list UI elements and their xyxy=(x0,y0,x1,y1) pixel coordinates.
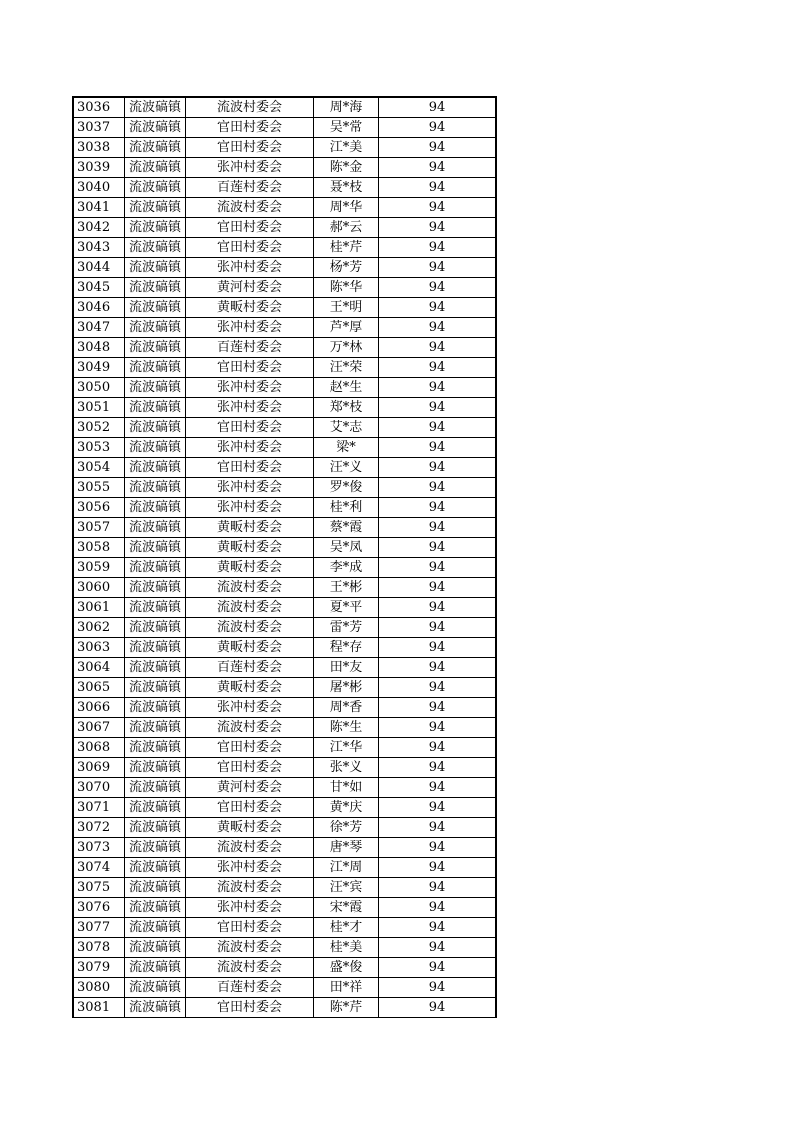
town-cell: 流波碻镇 xyxy=(125,138,186,158)
row-number-cell: 3079 xyxy=(73,958,125,978)
table-row xyxy=(73,238,496,258)
town-cell: 流波碻镇 xyxy=(125,518,186,538)
person-name-cell: 田*祥 xyxy=(314,978,379,998)
person-name-cell: 蔡*霞 xyxy=(314,518,379,538)
person-name-cell: 江*周 xyxy=(314,858,379,878)
town-cell: 流波碻镇 xyxy=(125,478,186,498)
person-name-cell: 周*华 xyxy=(314,198,379,218)
table-row xyxy=(73,198,496,218)
village-committee-cell: 黄畈村委会 xyxy=(186,678,314,698)
village-committee-cell: 黄畈村委会 xyxy=(186,298,314,318)
village-committee-cell: 百莲村委会 xyxy=(186,338,314,358)
score-cell: 94 xyxy=(379,918,497,938)
village-committee-cell: 黄畈村委会 xyxy=(186,518,314,538)
table-row xyxy=(73,378,496,398)
town-cell: 流波碻镇 xyxy=(125,738,186,758)
row-number-cell: 3050 xyxy=(73,378,125,398)
row-number-cell: 3058 xyxy=(73,538,125,558)
score-cell: 94 xyxy=(379,118,497,138)
village-committee-cell: 官田村委会 xyxy=(186,738,314,758)
table-row xyxy=(73,538,496,558)
table-row xyxy=(73,978,496,998)
row-number-cell: 3061 xyxy=(73,598,125,618)
table-row xyxy=(73,658,496,678)
score-cell: 94 xyxy=(379,438,497,458)
table-row xyxy=(73,778,496,798)
town-cell: 流波碻镇 xyxy=(125,778,186,798)
town-cell: 流波碻镇 xyxy=(125,318,186,338)
village-committee-cell: 张冲村委会 xyxy=(186,438,314,458)
village-committee-cell: 流波村委会 xyxy=(186,718,314,738)
score-cell: 94 xyxy=(379,518,497,538)
town-cell: 流波碻镇 xyxy=(125,418,186,438)
table-row xyxy=(73,878,496,898)
person-name-cell: 王*彬 xyxy=(314,578,379,598)
person-name-cell: 桂*利 xyxy=(314,498,379,518)
town-cell: 流波碻镇 xyxy=(125,978,186,998)
person-name-cell: 雷*芳 xyxy=(314,618,379,638)
village-committee-cell: 流波村委会 xyxy=(186,97,314,118)
town-cell: 流波碻镇 xyxy=(125,998,186,1018)
row-number-cell: 3048 xyxy=(73,338,125,358)
row-number-cell: 3066 xyxy=(73,698,125,718)
person-name-cell: 聂*枝 xyxy=(314,178,379,198)
score-cell: 94 xyxy=(379,938,497,958)
town-cell: 流波碻镇 xyxy=(125,658,186,678)
town-cell: 流波碻镇 xyxy=(125,958,186,978)
score-cell: 94 xyxy=(379,398,497,418)
village-committee-cell: 官田村委会 xyxy=(186,138,314,158)
row-number-cell: 3060 xyxy=(73,578,125,598)
village-committee-cell: 黄畈村委会 xyxy=(186,538,314,558)
row-number-cell: 3070 xyxy=(73,778,125,798)
village-committee-cell: 黄畈村委会 xyxy=(186,818,314,838)
score-cell: 94 xyxy=(379,258,497,278)
village-committee-cell: 官田村委会 xyxy=(186,218,314,238)
town-cell: 流波碻镇 xyxy=(125,898,186,918)
village-committee-cell: 百莲村委会 xyxy=(186,658,314,678)
person-name-cell: 艾*志 xyxy=(314,418,379,438)
town-cell: 流波碻镇 xyxy=(125,618,186,638)
village-committee-cell: 张冲村委会 xyxy=(186,478,314,498)
table-row xyxy=(73,138,496,158)
person-name-cell: 田*友 xyxy=(314,658,379,678)
table-row xyxy=(73,918,496,938)
table-row xyxy=(73,478,496,498)
score-cell: 94 xyxy=(379,238,497,258)
score-cell: 94 xyxy=(379,778,497,798)
row-number-cell: 3051 xyxy=(73,398,125,418)
row-number-cell: 3081 xyxy=(73,998,125,1018)
town-cell: 流波碻镇 xyxy=(125,278,186,298)
village-committee-cell: 流波村委会 xyxy=(186,198,314,218)
row-number-cell: 3044 xyxy=(73,258,125,278)
score-cell: 94 xyxy=(379,378,497,398)
row-number-cell: 3074 xyxy=(73,858,125,878)
score-cell: 94 xyxy=(379,718,497,738)
table-row xyxy=(73,258,496,278)
row-number-cell: 3069 xyxy=(73,758,125,778)
village-committee-cell: 流波村委会 xyxy=(186,958,314,978)
score-cell: 94 xyxy=(379,138,497,158)
town-cell: 流波碻镇 xyxy=(125,798,186,818)
row-number-cell: 3043 xyxy=(73,238,125,258)
row-number-cell: 3068 xyxy=(73,738,125,758)
score-cell: 94 xyxy=(379,97,497,118)
person-name-cell: 甘*如 xyxy=(314,778,379,798)
village-committee-cell: 张冲村委会 xyxy=(186,698,314,718)
table-row xyxy=(73,118,496,138)
person-name-cell: 罗*俊 xyxy=(314,478,379,498)
score-cell: 94 xyxy=(379,358,497,378)
roster-table-body xyxy=(73,97,496,1018)
table-row xyxy=(73,158,496,178)
table-row xyxy=(73,438,496,458)
town-cell: 流波碻镇 xyxy=(125,758,186,778)
town-cell: 流波碻镇 xyxy=(125,398,186,418)
village-committee-cell: 张冲村委会 xyxy=(186,378,314,398)
score-cell: 94 xyxy=(379,638,497,658)
table-row xyxy=(73,518,496,538)
village-committee-cell: 黄畈村委会 xyxy=(186,558,314,578)
table-row xyxy=(73,318,496,338)
town-cell: 流波碻镇 xyxy=(125,198,186,218)
person-name-cell: 汪*宾 xyxy=(314,878,379,898)
table-row xyxy=(73,898,496,918)
town-cell: 流波碻镇 xyxy=(125,638,186,658)
score-cell: 94 xyxy=(379,318,497,338)
table-row xyxy=(73,278,496,298)
person-name-cell: 郝*云 xyxy=(314,218,379,238)
village-committee-cell: 官田村委会 xyxy=(186,458,314,478)
score-cell: 94 xyxy=(379,698,497,718)
person-name-cell: 夏*平 xyxy=(314,598,379,618)
row-number-cell: 3076 xyxy=(73,898,125,918)
village-committee-cell: 张冲村委会 xyxy=(186,498,314,518)
row-number-cell: 3062 xyxy=(73,618,125,638)
score-cell: 94 xyxy=(379,818,497,838)
town-cell: 流波碻镇 xyxy=(125,838,186,858)
row-number-cell: 3065 xyxy=(73,678,125,698)
row-number-cell: 3039 xyxy=(73,158,125,178)
town-cell: 流波碻镇 xyxy=(125,538,186,558)
score-cell: 94 xyxy=(379,738,497,758)
row-number-cell: 3067 xyxy=(73,718,125,738)
score-cell: 94 xyxy=(379,298,497,318)
row-number-cell: 3077 xyxy=(73,918,125,938)
town-cell: 流波碻镇 xyxy=(125,878,186,898)
row-number-cell: 3063 xyxy=(73,638,125,658)
town-cell: 流波碻镇 xyxy=(125,458,186,478)
village-committee-cell: 百莲村委会 xyxy=(186,978,314,998)
town-cell: 流波碻镇 xyxy=(125,338,186,358)
score-cell: 94 xyxy=(379,558,497,578)
row-number-cell: 3036 xyxy=(73,97,125,118)
person-name-cell: 张*义 xyxy=(314,758,379,778)
town-cell: 流波碻镇 xyxy=(125,178,186,198)
town-cell: 流波碻镇 xyxy=(125,598,186,618)
person-name-cell: 李*成 xyxy=(314,558,379,578)
row-number-cell: 3047 xyxy=(73,318,125,338)
score-cell: 94 xyxy=(379,578,497,598)
table-row xyxy=(73,358,496,378)
score-cell: 94 xyxy=(379,998,497,1018)
person-name-cell: 汪*荣 xyxy=(314,358,379,378)
score-cell: 94 xyxy=(379,418,497,438)
table-row xyxy=(73,698,496,718)
village-committee-cell: 黄畈村委会 xyxy=(186,638,314,658)
score-cell: 94 xyxy=(379,178,497,198)
table-row xyxy=(73,218,496,238)
row-number-cell: 3042 xyxy=(73,218,125,238)
village-committee-cell: 流波村委会 xyxy=(186,618,314,638)
village-committee-cell: 黄河村委会 xyxy=(186,278,314,298)
town-cell: 流波碻镇 xyxy=(125,918,186,938)
town-cell: 流波碻镇 xyxy=(125,558,186,578)
score-cell: 94 xyxy=(379,798,497,818)
table-row xyxy=(73,178,496,198)
row-number-cell: 3045 xyxy=(73,278,125,298)
score-cell: 94 xyxy=(379,198,497,218)
person-name-cell: 陈*金 xyxy=(314,158,379,178)
table-row xyxy=(73,618,496,638)
table-row xyxy=(73,97,496,118)
person-name-cell: 江*美 xyxy=(314,138,379,158)
person-name-cell: 吴*常 xyxy=(314,118,379,138)
village-committee-cell: 张冲村委会 xyxy=(186,398,314,418)
village-committee-cell: 官田村委会 xyxy=(186,998,314,1018)
score-cell: 94 xyxy=(379,978,497,998)
score-cell: 94 xyxy=(379,478,497,498)
score-cell: 94 xyxy=(379,458,497,478)
town-cell: 流波碻镇 xyxy=(125,238,186,258)
town-cell: 流波碻镇 xyxy=(125,438,186,458)
village-committee-cell: 黄河村委会 xyxy=(186,778,314,798)
person-name-cell: 杨*芳 xyxy=(314,258,379,278)
table-row xyxy=(73,418,496,438)
row-number-cell: 3041 xyxy=(73,198,125,218)
score-cell: 94 xyxy=(379,158,497,178)
village-committee-cell: 流波村委会 xyxy=(186,938,314,958)
village-committee-cell: 张冲村委会 xyxy=(186,858,314,878)
village-committee-cell: 官田村委会 xyxy=(186,238,314,258)
person-name-cell: 黄*庆 xyxy=(314,798,379,818)
town-cell: 流波碻镇 xyxy=(125,158,186,178)
row-number-cell: 3046 xyxy=(73,298,125,318)
village-committee-cell: 流波村委会 xyxy=(186,838,314,858)
town-cell: 流波碻镇 xyxy=(125,718,186,738)
table-row xyxy=(73,498,496,518)
person-name-cell: 唐*琴 xyxy=(314,838,379,858)
village-committee-cell: 官田村委会 xyxy=(186,798,314,818)
score-cell: 94 xyxy=(379,538,497,558)
village-committee-cell: 官田村委会 xyxy=(186,418,314,438)
score-cell: 94 xyxy=(379,218,497,238)
row-number-cell: 3038 xyxy=(73,138,125,158)
town-cell: 流波碻镇 xyxy=(125,818,186,838)
row-number-cell: 3073 xyxy=(73,838,125,858)
village-committee-cell: 流波村委会 xyxy=(186,598,314,618)
table-row xyxy=(73,678,496,698)
roster-table xyxy=(72,96,497,1018)
table-row xyxy=(73,298,496,318)
score-cell: 94 xyxy=(379,838,497,858)
row-number-cell: 3055 xyxy=(73,478,125,498)
score-cell: 94 xyxy=(379,278,497,298)
person-name-cell: 陈*芹 xyxy=(314,998,379,1018)
row-number-cell: 3052 xyxy=(73,418,125,438)
row-number-cell: 3057 xyxy=(73,518,125,538)
person-name-cell: 周*香 xyxy=(314,698,379,718)
table-row xyxy=(73,718,496,738)
row-number-cell: 3053 xyxy=(73,438,125,458)
table-row xyxy=(73,598,496,618)
person-name-cell: 赵*生 xyxy=(314,378,379,398)
town-cell: 流波碻镇 xyxy=(125,218,186,238)
village-committee-cell: 张冲村委会 xyxy=(186,158,314,178)
score-cell: 94 xyxy=(379,878,497,898)
village-committee-cell: 张冲村委会 xyxy=(186,258,314,278)
row-number-cell: 3037 xyxy=(73,118,125,138)
town-cell: 流波碻镇 xyxy=(125,118,186,138)
person-name-cell: 盛*俊 xyxy=(314,958,379,978)
score-cell: 94 xyxy=(379,958,497,978)
town-cell: 流波碻镇 xyxy=(125,97,186,118)
person-name-cell: 梁* xyxy=(314,438,379,458)
person-name-cell: 汪*义 xyxy=(314,458,379,478)
table-row xyxy=(73,398,496,418)
score-cell: 94 xyxy=(379,618,497,638)
row-number-cell: 3072 xyxy=(73,818,125,838)
town-cell: 流波碻镇 xyxy=(125,858,186,878)
village-committee-cell: 流波村委会 xyxy=(186,878,314,898)
village-committee-cell: 张冲村委会 xyxy=(186,898,314,918)
row-number-cell: 3056 xyxy=(73,498,125,518)
score-cell: 94 xyxy=(379,858,497,878)
person-name-cell: 江*华 xyxy=(314,738,379,758)
town-cell: 流波碻镇 xyxy=(125,698,186,718)
person-name-cell: 桂*美 xyxy=(314,938,379,958)
table-row xyxy=(73,458,496,478)
score-cell: 94 xyxy=(379,758,497,778)
table-row xyxy=(73,758,496,778)
table-row xyxy=(73,998,496,1018)
score-cell: 94 xyxy=(379,598,497,618)
person-name-cell: 程*存 xyxy=(314,638,379,658)
table-row xyxy=(73,578,496,598)
village-committee-cell: 官田村委会 xyxy=(186,918,314,938)
row-number-cell: 3054 xyxy=(73,458,125,478)
village-committee-cell: 官田村委会 xyxy=(186,758,314,778)
score-cell: 94 xyxy=(379,898,497,918)
row-number-cell: 3059 xyxy=(73,558,125,578)
table-row xyxy=(73,558,496,578)
row-number-cell: 3080 xyxy=(73,978,125,998)
town-cell: 流波碻镇 xyxy=(125,498,186,518)
village-committee-cell: 官田村委会 xyxy=(186,118,314,138)
table-row xyxy=(73,798,496,818)
town-cell: 流波碻镇 xyxy=(125,578,186,598)
score-cell: 94 xyxy=(379,678,497,698)
person-name-cell: 宋*霞 xyxy=(314,898,379,918)
village-committee-cell: 流波村委会 xyxy=(186,578,314,598)
person-name-cell: 徐*芳 xyxy=(314,818,379,838)
score-cell: 94 xyxy=(379,658,497,678)
town-cell: 流波碻镇 xyxy=(125,678,186,698)
row-number-cell: 3075 xyxy=(73,878,125,898)
village-committee-cell: 百莲村委会 xyxy=(186,178,314,198)
row-number-cell: 3078 xyxy=(73,938,125,958)
table-row xyxy=(73,958,496,978)
row-number-cell: 3049 xyxy=(73,358,125,378)
person-name-cell: 万*林 xyxy=(314,338,379,358)
town-cell: 流波碻镇 xyxy=(125,258,186,278)
row-number-cell: 3071 xyxy=(73,798,125,818)
person-name-cell: 陈*生 xyxy=(314,718,379,738)
person-name-cell: 王*明 xyxy=(314,298,379,318)
person-name-cell: 桂*才 xyxy=(314,918,379,938)
village-committee-cell: 官田村委会 xyxy=(186,358,314,378)
village-committee-cell: 张冲村委会 xyxy=(186,318,314,338)
row-number-cell: 3040 xyxy=(73,178,125,198)
person-name-cell: 周*海 xyxy=(314,97,379,118)
town-cell: 流波碻镇 xyxy=(125,358,186,378)
score-cell: 94 xyxy=(379,498,497,518)
table-row xyxy=(73,858,496,878)
row-number-cell: 3064 xyxy=(73,658,125,678)
table-row xyxy=(73,818,496,838)
town-cell: 流波碻镇 xyxy=(125,938,186,958)
town-cell: 流波碻镇 xyxy=(125,378,186,398)
person-name-cell: 芦*厚 xyxy=(314,318,379,338)
person-name-cell: 吴*凤 xyxy=(314,538,379,558)
table-row xyxy=(73,338,496,358)
person-name-cell: 屠*彬 xyxy=(314,678,379,698)
person-name-cell: 陈*华 xyxy=(314,278,379,298)
table-row xyxy=(73,738,496,758)
score-cell: 94 xyxy=(379,338,497,358)
person-name-cell: 郑*枝 xyxy=(314,398,379,418)
table-row xyxy=(73,838,496,858)
table-row xyxy=(73,638,496,658)
table-row xyxy=(73,938,496,958)
person-name-cell: 桂*芹 xyxy=(314,238,379,258)
town-cell: 流波碻镇 xyxy=(125,298,186,318)
